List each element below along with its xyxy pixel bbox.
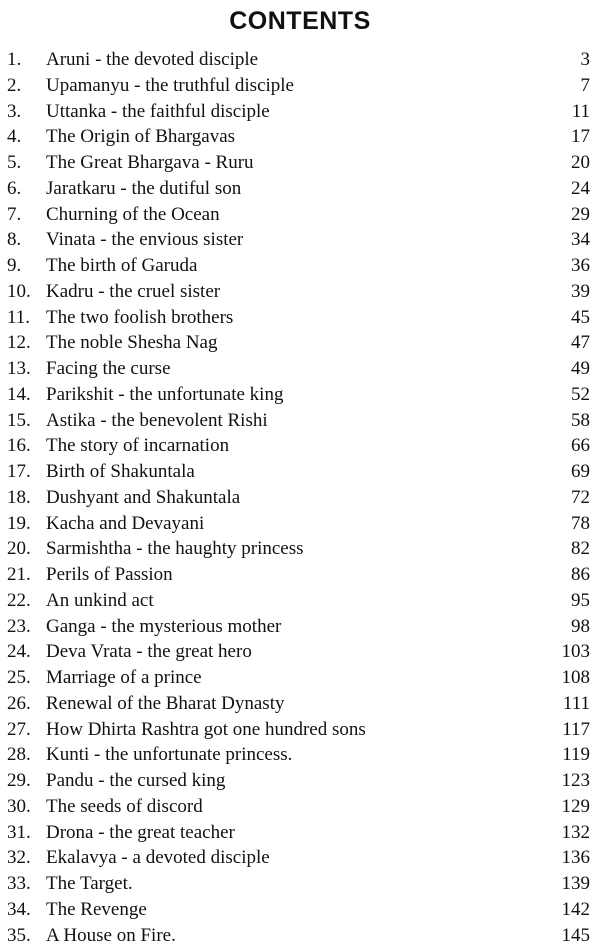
entry-number: 1. xyxy=(7,49,22,70)
entry-page-number: 142 xyxy=(561,898,590,920)
entry-page-number: 17 xyxy=(571,126,590,148)
entry-number: 8. xyxy=(7,229,22,251)
toc-entry xyxy=(0,330,600,356)
entry-title: Pandu - the cursed king xyxy=(46,770,226,791)
toc-entry xyxy=(0,511,600,537)
entry-page-number: 119 xyxy=(562,744,590,766)
toc-entry xyxy=(0,305,600,331)
toc-entry xyxy=(0,562,600,588)
entry-title: The birth of Garuda xyxy=(46,255,198,276)
toc-entry xyxy=(0,150,600,176)
entry-page-number: 82 xyxy=(571,538,590,560)
toc-entry xyxy=(0,47,600,73)
toc-entry xyxy=(0,691,600,717)
entry-title: Vinata - the envious sister xyxy=(46,229,244,251)
entry-number: 10. xyxy=(7,280,31,302)
entry-page-number: 20 xyxy=(571,152,590,173)
entry-page-number: 86 xyxy=(571,564,590,585)
entry-page-number: 123 xyxy=(561,770,590,791)
entry-page-number: 129 xyxy=(561,795,590,817)
toc-entry xyxy=(0,408,600,434)
entry-title: The seeds of discord xyxy=(46,795,203,817)
toc-entry xyxy=(0,485,600,511)
toc-entry xyxy=(0,820,600,846)
entry-page-number: 117 xyxy=(562,718,590,740)
entry-number: 27. xyxy=(7,718,31,740)
toc-entry xyxy=(0,717,600,743)
entry-page-number: 45 xyxy=(571,306,590,328)
entry-page-number: 34 xyxy=(571,229,590,251)
entry-title: Aruni - the devoted disciple xyxy=(46,49,259,70)
toc-entry xyxy=(0,176,600,202)
toc-entry xyxy=(0,99,600,125)
entry-title: The Revenge xyxy=(46,898,147,920)
entry-title: The Origin of Bhargavas xyxy=(46,126,236,148)
toc-entry xyxy=(0,768,600,794)
entry-title: Kadru - the cruel sister xyxy=(46,280,221,302)
entry-number: 31. xyxy=(7,821,31,843)
entry-number: 14. xyxy=(7,383,31,405)
entry-title: The Target. xyxy=(46,873,133,894)
entry-title: Renewal of the Bharat Dynasty xyxy=(46,692,285,714)
entry-page-number: 39 xyxy=(571,280,590,302)
entry-page-number: 66 xyxy=(571,435,590,457)
entry-number: 3. xyxy=(7,100,22,122)
entry-title: The noble Shesha Nag xyxy=(46,332,218,354)
entry-number: 20. xyxy=(7,538,31,560)
entry-page-number: 103 xyxy=(561,641,590,663)
entry-page-number: 69 xyxy=(571,461,590,482)
entry-page-number: 58 xyxy=(571,409,590,431)
toc-entry xyxy=(0,923,600,949)
entry-page-number: 136 xyxy=(561,847,590,869)
entry-number: 30. xyxy=(7,795,31,817)
entry-number: 11. xyxy=(7,306,31,328)
entry-title: Facing the curse xyxy=(46,358,171,379)
entry-page-number: 36 xyxy=(571,255,590,276)
toc-entry xyxy=(0,202,600,228)
entry-title: Kunti - the unfortunate princess. xyxy=(46,744,293,766)
entry-title: The story of incarnation xyxy=(46,435,230,457)
entry-number: 4. xyxy=(7,126,22,148)
entry-title: Churning of the Ocean xyxy=(46,203,220,225)
entry-page-number: 47 xyxy=(571,332,590,354)
entry-title: Perils of Passion xyxy=(46,564,173,585)
entry-number: 22. xyxy=(7,589,31,611)
entry-number: 18. xyxy=(7,486,31,508)
entry-number: 24. xyxy=(7,641,31,663)
entry-page-number: 111 xyxy=(562,692,590,714)
entry-title: An unkind act xyxy=(46,589,154,611)
toc-entry xyxy=(0,227,600,253)
table-of-contents xyxy=(0,47,600,948)
toc-entry xyxy=(0,588,600,614)
entry-page-number: 52 xyxy=(571,383,590,405)
entry-number: 19. xyxy=(7,512,31,534)
entry-title: Marriage of a prince xyxy=(46,667,202,688)
entry-number: 7. xyxy=(7,203,22,225)
entry-number: 32. xyxy=(7,847,31,869)
entry-number: 28. xyxy=(7,744,31,766)
entry-title: Birth of Shakuntala xyxy=(46,461,195,482)
toc-entry xyxy=(0,665,600,691)
entry-page-number: 72 xyxy=(571,486,590,508)
entry-title: How Dhirta Rashtra got one hundred sons xyxy=(46,718,366,740)
toc-entry xyxy=(0,73,600,99)
entry-title: Dushyant and Shakuntala xyxy=(46,486,241,508)
entry-page-number: 3 xyxy=(580,49,590,70)
toc-entry xyxy=(0,794,600,820)
toc-entry xyxy=(0,639,600,665)
toc-entry xyxy=(0,124,600,150)
entry-number: 13. xyxy=(7,358,31,379)
entry-page-number: 7 xyxy=(580,74,590,96)
entry-page-number: 108 xyxy=(561,667,590,688)
entry-number: 23. xyxy=(7,615,31,637)
entry-title: Ganga - the mysterious mother xyxy=(46,615,282,637)
entry-title: The Great Bhargava - Ruru xyxy=(46,152,254,173)
entry-title: Drona - the great teacher xyxy=(46,821,235,843)
entry-page-number: 24 xyxy=(571,177,590,199)
entry-number: 25. xyxy=(7,667,31,688)
entry-number: 6. xyxy=(7,177,22,199)
entry-number: 2. xyxy=(7,74,22,96)
toc-entry xyxy=(0,742,600,768)
entry-page-number: 29 xyxy=(571,203,590,225)
entry-page-number: 11 xyxy=(571,100,590,122)
toc-entry xyxy=(0,356,600,382)
toc-entry xyxy=(0,897,600,923)
toc-entry xyxy=(0,536,600,562)
entry-title: Ekalavya - a devoted disciple xyxy=(46,847,270,869)
entry-page-number: 145 xyxy=(561,924,590,946)
entry-title: Kacha and Devayani xyxy=(46,512,205,534)
toc-entry xyxy=(0,433,600,459)
entry-number: 35. xyxy=(7,924,31,946)
toc-entry xyxy=(0,871,600,897)
entry-number: 16. xyxy=(7,435,31,457)
entry-number: 15. xyxy=(7,409,31,431)
toc-entry xyxy=(0,382,600,408)
entry-number: 17. xyxy=(7,461,31,482)
entry-page-number: 98 xyxy=(571,615,590,637)
entry-title: Sarmishtha - the haughty princess xyxy=(46,538,304,560)
toc-entry xyxy=(0,279,600,305)
entry-title: The two foolish brothers xyxy=(46,306,234,328)
entry-number: 12. xyxy=(7,332,31,354)
entry-number: 33. xyxy=(7,873,31,894)
entry-number: 21. xyxy=(7,564,31,585)
entry-number: 5. xyxy=(7,152,22,173)
entry-number: 26. xyxy=(7,692,31,714)
toc-entry xyxy=(0,614,600,640)
entry-title: Parikshit - the unfortunate king xyxy=(46,383,284,405)
toc-entry xyxy=(0,845,600,871)
entry-number: 9. xyxy=(7,255,22,276)
entry-page-number: 95 xyxy=(571,589,590,611)
entry-page-number: 132 xyxy=(561,821,590,843)
entry-title: Jaratkaru - the dutiful son xyxy=(46,177,242,199)
toc-entry xyxy=(0,253,600,279)
entry-title: Upamanyu - the truthful disciple xyxy=(46,74,294,96)
entry-page-number: 49 xyxy=(571,358,590,379)
toc-entry xyxy=(0,459,600,485)
entry-page-number: 139 xyxy=(561,873,590,894)
entry-number: 29. xyxy=(7,770,31,791)
entry-number: 34. xyxy=(7,898,31,920)
entry-title: Astika - the benevolent Rishi xyxy=(46,409,268,431)
entry-page-number: 78 xyxy=(571,512,590,534)
page-title: CONTENTS xyxy=(229,7,371,35)
entry-title: A House on Fire. xyxy=(46,924,176,946)
entry-title: Uttanka - the faithful disciple xyxy=(46,100,270,122)
entry-title: Deva Vrata - the great hero xyxy=(46,641,252,663)
